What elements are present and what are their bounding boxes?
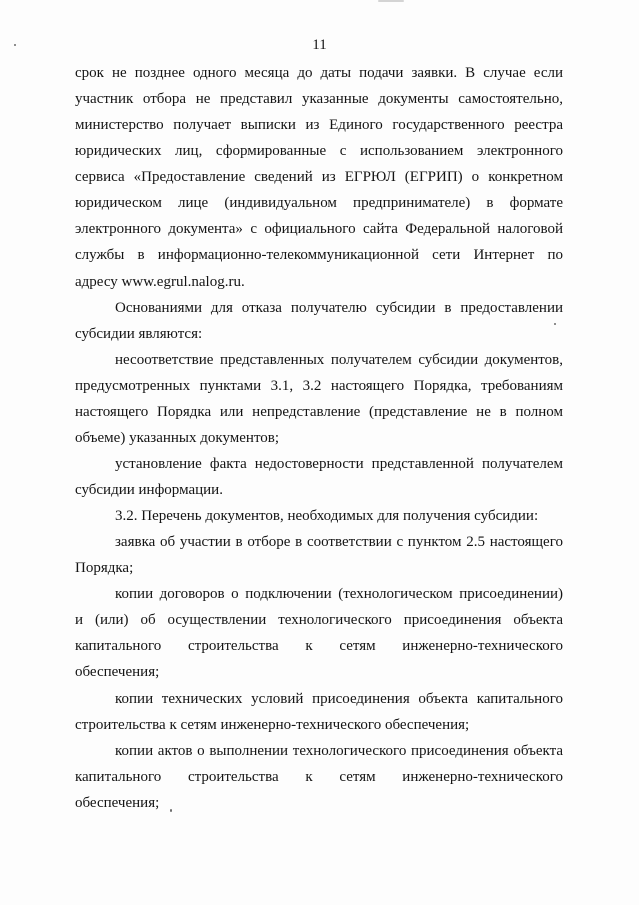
paragraph-document-mismatch <box>75 347 563 451</box>
text-line: сервиса «Предоставление сведений из ЕГРЮЛ (ЕГРИП) о конкретном <box>75 169 563 186</box>
text-line: 3.2. Перечень документов, необходимых для получения субсидии: <box>115 508 539 525</box>
text-line: обеспечения; <box>75 794 160 811</box>
text-line: установление факта недостоверности представленной получателем <box>115 455 563 472</box>
text-line: электронного документа» с официального сайта Федеральной налоговой <box>75 221 563 238</box>
text-line: заявка об участии в отборе в соответствии с пунктом 2.5 настоящего <box>115 534 563 551</box>
page-number: 11 <box>312 37 327 53</box>
text-line: срок не позднее одного месяца до даты подачи заявки. В случае если <box>75 65 563 81</box>
list-item-connection-acts <box>75 738 563 816</box>
text-line: службы в информационно-телекоммуникационной сети Интернет по <box>75 247 563 264</box>
text-line: копии договоров о подключении (технологическом присоединении) <box>115 586 563 603</box>
text-line: строительства к сетям инженерно-технического обеспечения; <box>75 716 470 733</box>
paragraph-refusal-grounds <box>75 295 563 347</box>
text-line: настоящего Порядка или непредставление (представление не в полном <box>75 403 563 420</box>
text-line: копии актов о выполнении технологического присоединения объекта <box>115 742 563 759</box>
text-line: и (или) об осуществлении технологического присоединения объекта <box>75 612 563 629</box>
text-line: юридических лиц, сформированные с использованием электронного <box>75 143 563 160</box>
text-line: министерство получает выписки из Единого государственного реестра <box>75 117 563 134</box>
text-line: участник отбора не представил указанные документы самостоятельно, <box>75 91 563 108</box>
text-line: юридическом лице (индивидуальном предпринимателе) в формате <box>75 195 563 212</box>
paragraph-false-information <box>75 451 563 503</box>
text-line: Основаниями для отказа получателю субсидии в предоставлении <box>115 299 563 316</box>
body-text <box>75 60 563 816</box>
text-line: Порядка; <box>75 560 134 577</box>
text-line: предусмотренных пунктами 3.1, 3.2 настоящего Порядка, требованиям <box>75 377 563 394</box>
paragraph-egrul-extracts <box>75 60 563 295</box>
list-item-application <box>75 529 563 581</box>
section-heading-3-2 <box>75 503 563 529</box>
text-line: субсидии информации. <box>75 482 223 498</box>
list-item-connection-contracts <box>75 581 563 685</box>
text-line: адресу www.egrul.nalog.ru. <box>75 273 245 290</box>
text-line: капитального строительства к сетям инженерно-технического <box>75 768 563 785</box>
text-line: объеме) указанных документов; <box>75 429 280 446</box>
text-line: обеспечения; <box>75 664 160 681</box>
text-line: несоответствие представленных получателем субсидии документов, <box>115 351 563 368</box>
text-line: субсидии являются: <box>75 325 203 342</box>
text-line: капитального строительства к сетям инженерно-технического <box>75 638 563 655</box>
text-line: копии технических условий присоединения объекта капитального <box>115 690 563 707</box>
scan-smudge <box>378 0 404 2</box>
list-item-technical-conditions <box>75 686 563 738</box>
